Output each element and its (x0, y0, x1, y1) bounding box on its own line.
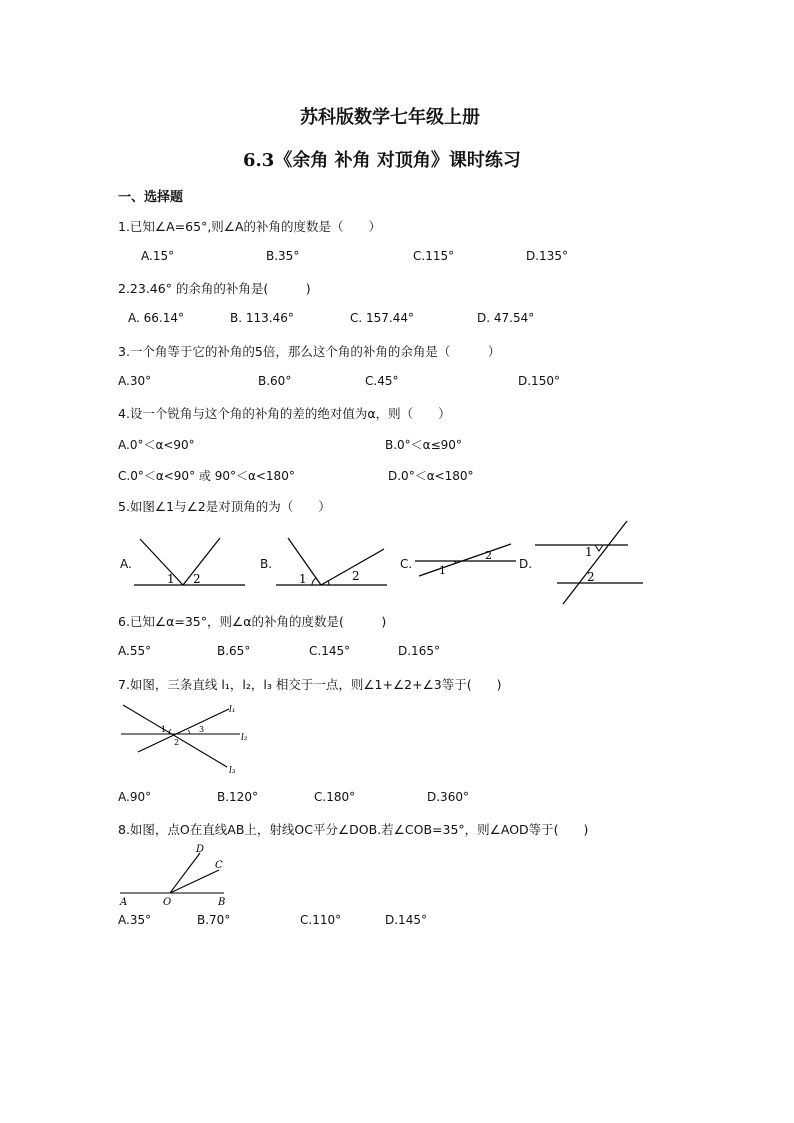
q7-option-c: C.180° (314, 790, 356, 804)
q8-point-d: D (196, 844, 205, 855)
q8-option-b: B.70° (197, 913, 231, 927)
q6-option-d: D.165° (398, 644, 440, 658)
q5-label-d: D. (519, 557, 533, 571)
q7-option-a: A.90° (118, 790, 152, 804)
q7-label-l2: l₂ (241, 733, 248, 743)
question-8: 8.如图，点O在直线AB上，射线OC平分∠DOB.若∠COB=35°，则∠AOD等于( ) (118, 822, 589, 837)
q5a-angle-2: 2 (193, 572, 201, 586)
q5-label-c: C. (400, 557, 413, 571)
q7-option-d: D.360° (427, 790, 469, 804)
q3-option-b: B.60° (258, 374, 292, 388)
q7-option-b: B.120° (217, 790, 258, 804)
question-4: 4.设一个锐角与这个角的补角的差的绝对值为α，则（ ） (118, 406, 451, 421)
q8-point-o: O (163, 897, 172, 907)
q5b-angle-1: 1 (299, 572, 307, 586)
q3-option-d: D.150° (518, 374, 560, 388)
q7-angle-2: 2 (174, 738, 180, 747)
q1-option-b: B.35° (266, 249, 300, 263)
q7-label-l3: l₃ (229, 766, 236, 776)
q5a-angle-1: 1 (167, 572, 175, 586)
question-6: 6.已知∠α=35°，则∠α的补角的度数是( ) (118, 614, 387, 629)
q8-option-d: D.145° (385, 913, 427, 927)
q5-figure-d (533, 518, 645, 606)
question-1: 1.已知∠A=65°,则∠A的补角的度数是（ ） (118, 219, 382, 234)
q4-option-c: C.0°＜α<90° 或 90°＜α<180° (118, 469, 295, 483)
q5-figure-a (132, 535, 247, 590)
page-title: 苏科版数学七年级上册 (300, 107, 480, 128)
q1-option-c: C.115° (413, 249, 455, 263)
q4-option-d: D.0°＜α<180° (388, 469, 474, 483)
q5c-angle-2: 2 (485, 549, 492, 562)
q8-option-c: C.110° (300, 913, 342, 927)
q2-option-c: C. 157.44° (350, 311, 414, 325)
q3-option-a: A.30° (118, 374, 152, 388)
q8-point-b: B (218, 897, 226, 907)
q4-option-b: B.0°＜α≤90° (385, 438, 462, 452)
q4-option-a: A.0°＜α<90° (118, 438, 195, 452)
q7-angle-3: 3 (199, 725, 205, 734)
q5-figure-c (413, 540, 518, 580)
q1-option-d: D.135° (526, 249, 568, 263)
q7-angle-1: 1 (161, 725, 167, 734)
section-heading: 一、选择题 (118, 190, 184, 205)
question-2: 2.23.46° 的余角的补角是( ) (118, 281, 311, 296)
page-subtitle: 6.3《余角 补角 对顶角》课时练习 (243, 150, 521, 171)
q2-option-d: D. 47.54° (477, 311, 535, 325)
question-5: 5.如图∠1与∠2是对顶角的为（ ） (118, 499, 331, 514)
q8-point-c: C (215, 860, 223, 871)
q5-label-b: B. (260, 557, 273, 571)
q5b-angle-2: 2 (352, 569, 360, 583)
q5d-angle-1: 1 (585, 545, 593, 559)
q1-option-a: A.15° (141, 249, 175, 263)
q7-figure (118, 700, 253, 778)
q8-point-a: A (120, 897, 128, 907)
q2-option-a: A. 66.14° (128, 311, 184, 325)
question-3: 3.一个角等于它的补角的5倍，那么这个角的补角的余角是（ ） (118, 344, 501, 359)
q5c-angle-1: 1 (439, 564, 446, 577)
q3-option-c: C.45° (365, 374, 399, 388)
q6-option-c: C.145° (309, 644, 351, 658)
q6-option-b: B.65° (217, 644, 251, 658)
q2-option-b: B. 113.46° (230, 311, 294, 325)
q5-label-a: A. (120, 557, 132, 571)
q8-figure (118, 843, 233, 907)
question-7: 7.如图，三条直线 l₁，l₂，l₃ 相交于一点，则∠1+∠2+∠3等于( ) (118, 677, 502, 692)
q6-option-a: A.55° (118, 644, 152, 658)
q8-option-a: A.35° (118, 913, 152, 927)
q5d-angle-2: 2 (587, 570, 595, 584)
q7-label-l1: l₁ (229, 705, 236, 715)
q5-figure-b (274, 535, 389, 590)
